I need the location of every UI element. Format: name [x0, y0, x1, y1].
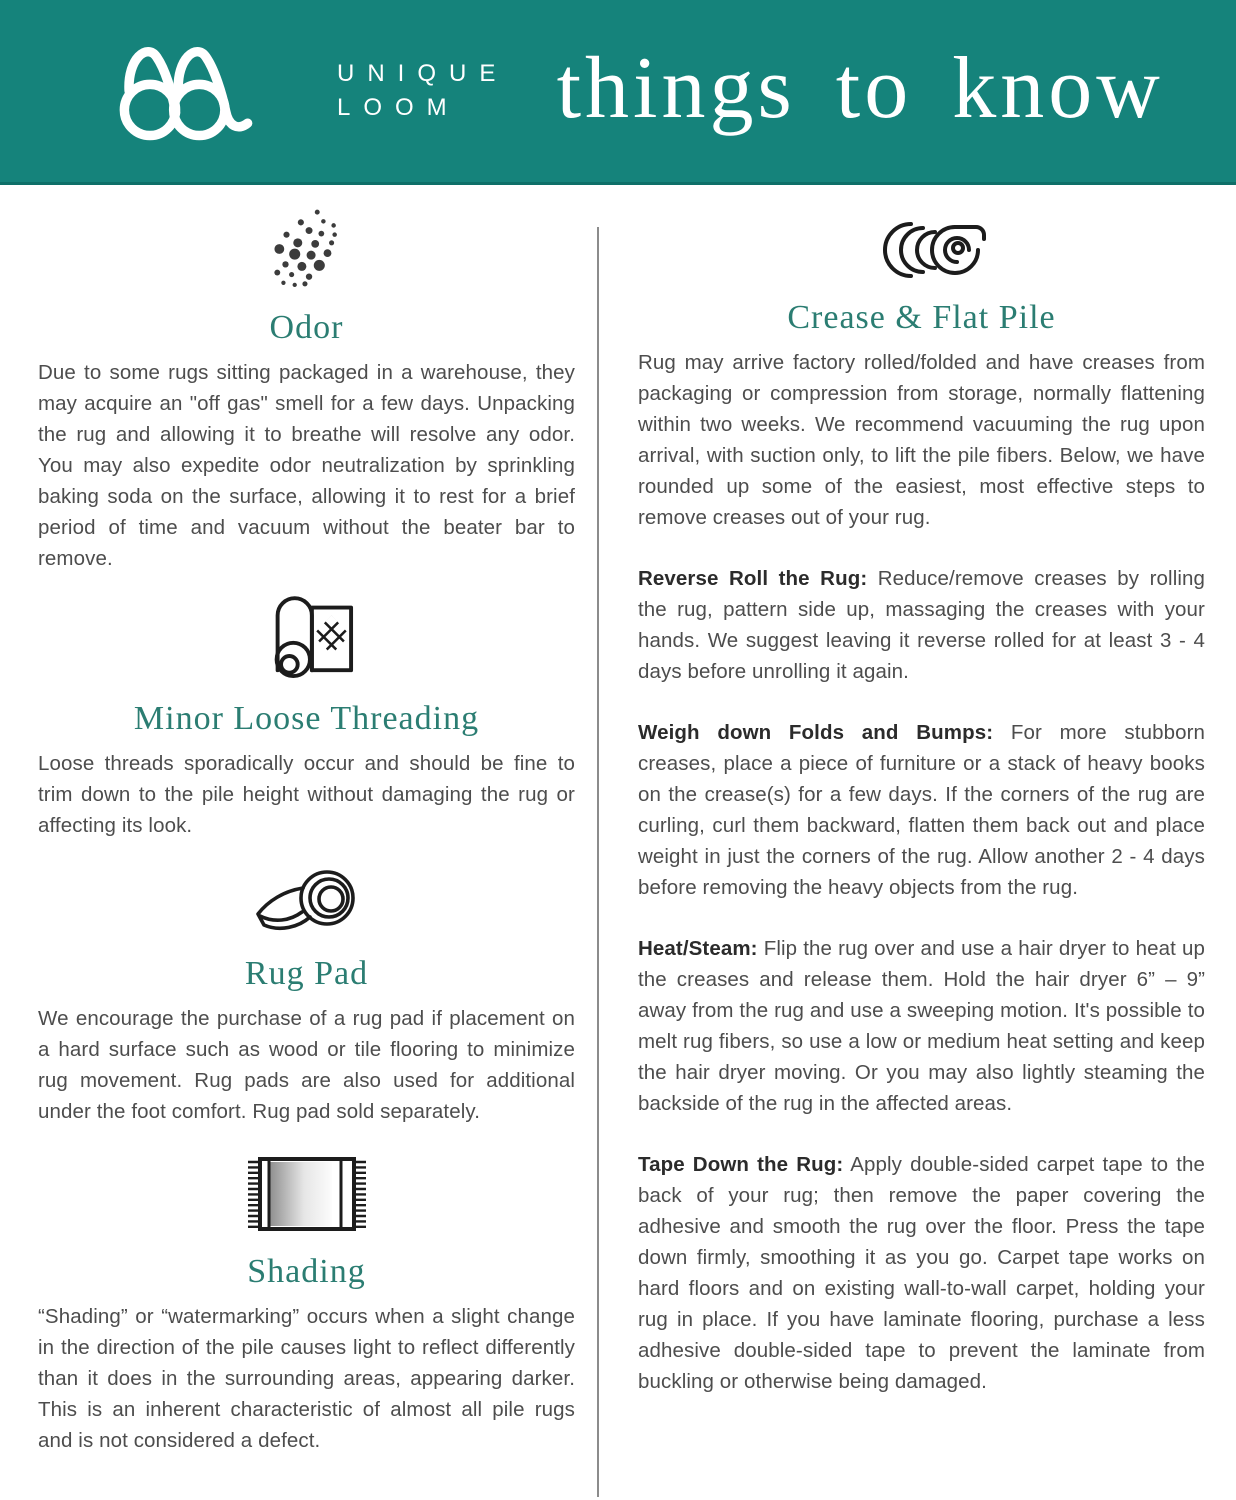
section-loose-threading	[38, 584, 575, 841]
section-title-rug-pad: Rug Pad	[244, 955, 369, 992]
section-title-crease: Crease & Flat Pile	[787, 299, 1056, 336]
tip-weigh-down-label: Weigh down Folds and Bumps:	[638, 721, 994, 744]
crease-intro: Rug may arrive factory rolled/folded and have creases from packaging or compression from storage, normally flattening within two weeks. We recommend vacuuming the rug upon arrival, with suction only, to lift the pile fibers. Below, we have rounded up some of the easiest, most effective steps to remove creases out of your rug.	[638, 351, 1205, 529]
section-body-odor: Due to some rugs sitting packaged in a warehouse, they may acquire an "off gas" smell for a few days. Unpacking the rug and allowing it to breathe will resolve any odor. You may also expedite odor neutralization by sprinkling baking soda on the surface, allowing it to rest for a brief period of time and vacuum without the beater bar to remove.	[38, 361, 575, 570]
section-body-rug-pad: We encourage the purchase of a rug pad if placement on a hard surface such as wood or tile flooring to minimize rug movement. Rug pads are also used for additional under the foot comfort. Rug pad sold separately.	[38, 1007, 575, 1123]
shaded-rug-icon	[245, 1153, 369, 1235]
right-column	[638, 185, 1205, 1456]
section-title-shading: Shading	[247, 1253, 366, 1290]
brand-logo	[95, 34, 508, 148]
section-body-loose-threading: Loose threads sporadically occur and should be fine to trim down to the pile height without damaging the rug or affecting its look.	[38, 752, 575, 837]
tip-weigh-down	[638, 717, 1205, 903]
tip-tape-down-text: Apply double-sided carpet tape to the back of your rug; then remove the paper covering the adhesive and smooth the rug over the floor. Press the tape down firmly, smoothing it as you go. Carpet tape works on hard floors and on existing wall-to-wall carpet, holding your rug in place. If you have laminate flooring, purchase a less adhesive double-sided tape to prevent the laminate from buckling or otherwise being damaged.	[638, 1153, 1205, 1393]
tip-heat-steam-label: Heat/Steam:	[638, 937, 758, 960]
tip-reverse-roll-label: Reverse Roll the Rug:	[638, 567, 868, 590]
brand-name	[337, 57, 508, 125]
section-body-shading: “Shading” or “watermarking” occurs when a slight change in the direction of the pile causes light to reflect differently than it does in the surrounding areas, appearing darker. This is an inherent characteristic of almost all pile rugs and is not considered a defect.	[38, 1305, 575, 1452]
unrolling-rug-icon	[259, 584, 355, 682]
brand-line1: UNIQUE	[337, 60, 509, 87]
page-content	[0, 185, 1236, 1497]
rug-pad-roll-icon	[250, 865, 364, 937]
brand-line2: LOOM	[337, 94, 460, 121]
tip-heat-steam	[638, 933, 1205, 1119]
tip-weigh-down-text: For more stubborn creases, place a piece of furniture or a stack of heavy books on the crease(s) for a few days. If the corners of the rug are curling, curl them backward, flatten them back out and place weight in just the corners of the rug. Allow another 2 - 4 days before removing the heavy objects from the rug.	[638, 721, 1205, 899]
section-title-loose-threading: Minor Loose Threading	[133, 700, 480, 737]
section-shading	[38, 1153, 575, 1456]
section-rug-pad	[38, 865, 575, 1127]
page-title: things to know	[556, 39, 1164, 137]
tip-heat-steam-text: Flip the rug over and use a hair dryer to heat up the creases and release them. Hold the hair dryer 6” – 9” away from the rug and use a sweeping motion. It's possible to melt rug fibers, so use a low or medium heat setting and keep the hair dryer moving. Or you may also lightly steaming the backside of the rug in the affected areas.	[638, 937, 1206, 1115]
header-banner	[0, 0, 1236, 185]
section-title-odor: Odor	[269, 309, 344, 346]
column-divider	[597, 227, 599, 1497]
section-odor	[38, 207, 575, 574]
unique-loom-logo-icon	[95, 34, 313, 148]
tip-tape-down	[638, 1149, 1205, 1397]
tip-reverse-roll	[638, 563, 1205, 687]
left-column	[38, 185, 575, 1456]
rolled-rug-icon	[855, 219, 989, 281]
tip-reverse-roll-text: Reduce/remove creases by rolling the rug, pattern side up, massaging the creases with your hands. We suggest leaving it reverse rolled for at least 3 - 4 days before unrolling it again.	[638, 567, 1206, 683]
tip-tape-down-label: Tape Down the Rug:	[638, 1153, 844, 1176]
odor-speckles-icon	[271, 207, 343, 291]
